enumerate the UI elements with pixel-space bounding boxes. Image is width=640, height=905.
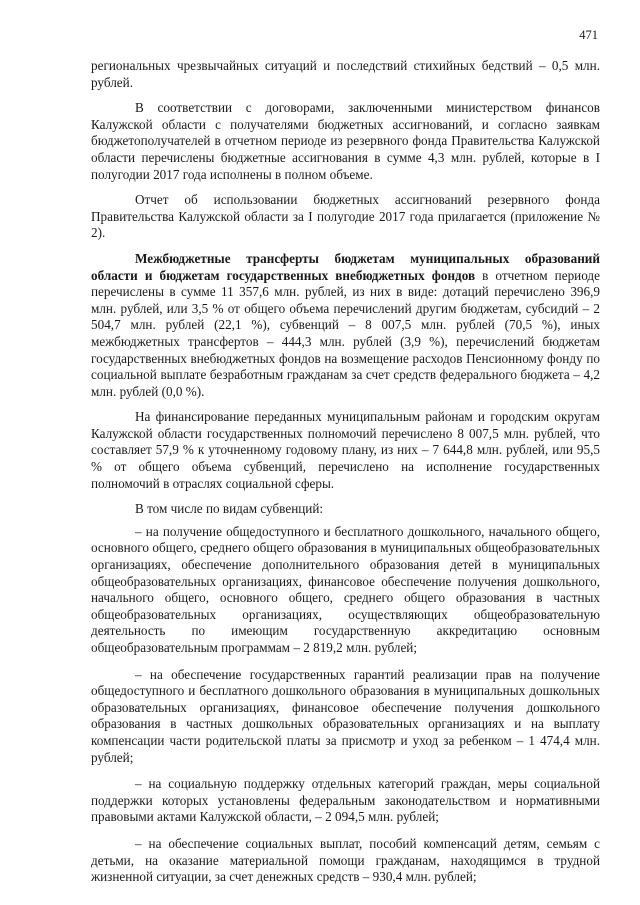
bold-heading-transfers: Межбюджетные трансферты бюджетам муниципальных образований области и бюджетам государственных внебюджетных фондов	[91, 250, 600, 283]
document-body	[91, 58, 600, 896]
page-number: 471	[579, 28, 598, 42]
paragraph-report-appendix: Отчет об использовании бюджетных ассигнований резервного фонда Правительства Калужской области за I полугодие 2017 года прилагается (приложение № 2).	[91, 192, 600, 241]
paragraph-state-powers: На финансирование переданных муниципальным районам и городским округам Калужской области государственных полномочий перечислено 8 007,5 млн. рублей, что составляет 57,9 % к уточненному годовому плану, из них – 7 644,8 млн. рублей, или 95,5 % от общего объема субвенций, перечислено на исполнение государственных полномочий в отраслях социальной сферы.	[91, 409, 600, 491]
list-item-social-payments: – на обеспечение социальных выплат, пособий компенсаций детям, семьям с детьми, на оказание материальной помощи гражданам, находящимся в трудной жизненной ситуации, за счет денежных средств – 930,4 млн. рублей;	[91, 835, 600, 885]
paragraph-interbudget-transfers	[91, 251, 600, 400]
list-item-social-support: – на социальную поддержку отдельных категорий граждан, меры социальной поддержки которых установлены федеральным законодательством и нормативными правовыми актами Калужской области, – 2 094,5 млн. рублей;	[91, 776, 600, 825]
list-item-preschool-guarantees: – на обеспечение государственных гарантий реализации прав на получение общедоступного и бесплатного дошкольного образования в муниципальных дошкольных образовательных организациях, финансовое обеспечение получения дошкольного образования в частных дошкольных образовательных организациях и на выплату компенсации части родительской платы за присмотр и уход за ребенком – 1 474,4 млн. рублей;	[91, 666, 600, 765]
paragraph-contracts: В соответствии с договорами, заключенными министерством финансов Калужской области с получателями бюджетных ассигнований, и согласно заявкам бюджетополучателей в отчетном периоде из резервного фонда Правительства Калужской области перечислены бюджетные ассигнования в сумме 4,3 млн. рублей, которые в I полугодии 2017 года исполнены в полном объеме.	[91, 100, 600, 182]
list-item-general-education: – на получение общедоступного и бесплатного дошкольного, начального общего, основного общего, среднего общего образования в муниципальных общеобразовательных организациях, обеспечение дополнительного образования детей в муниципальных общеобразовательных организациях, финансовое обеспечение получения дошкольного, начального общего, основного общего, среднего общего образования в частных общеобразовательных организациях, осуществляющих общеобразовательную деятельность по имеющим государственную аккредитацию основным общеобразовательным программам – 2 819,2 млн. рублей;	[91, 523, 600, 655]
paragraph-reserve-fund-end: региональных чрезвычайных ситуаций и последствий стихийных бедствий – 0,5 млн. рублей.	[91, 58, 600, 90]
paragraph-subvention-types-intro: В том числе по видам субвенций:	[135, 501, 324, 517]
transfers-body-text: в отчетном периоде перечислены в сумме 11 357,6 млн. рублей, из них в виде: дотаций перечислено 396,9 млн. рублей, или 3,5 % от общего объема перечислений другим бюджетам, субсидий – 2 504,7 млн. рублей (22,1 %), субвенций – 8 007,5 млн. рублей (70,5 %), иных межбюджетных трансфертов – 444,3 млн. рублей (3,9 %), перечислений бюджетам государственных внебюджетных фондов на возмещение расходов Пенсионному фонду по социальной выплате безработным гражданам за счет средств федерального бюджета – 4,2 млн. рублей (0,0 %).	[91, 267, 600, 399]
